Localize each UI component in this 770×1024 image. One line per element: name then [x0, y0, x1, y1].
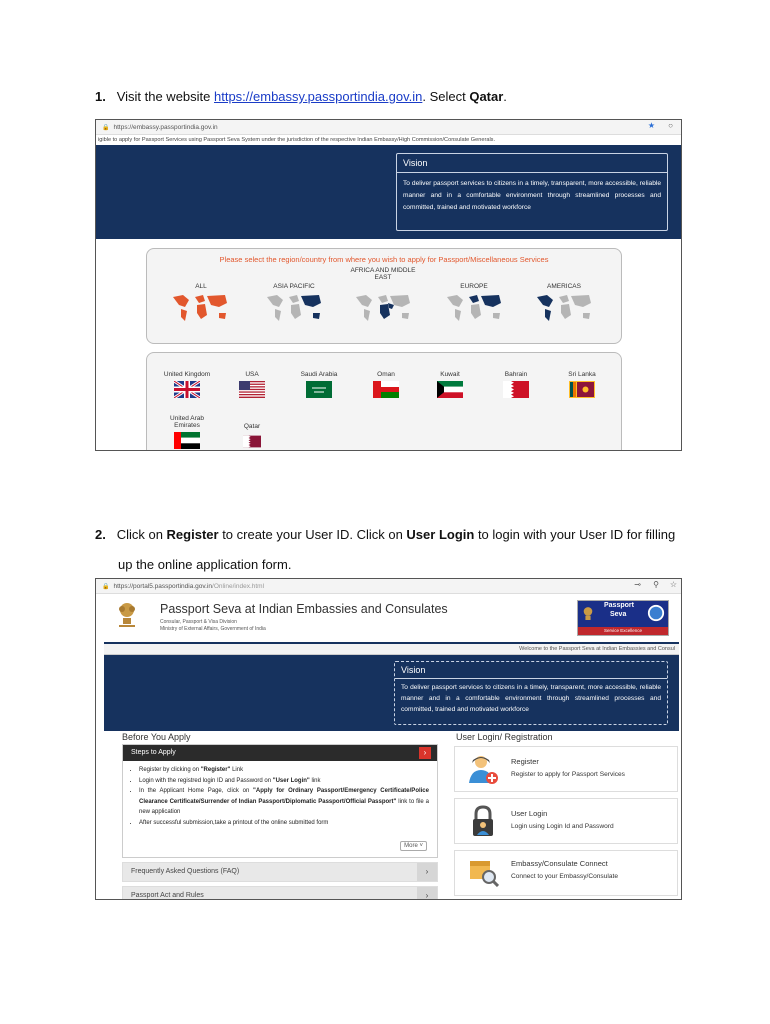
country-saudi-arabia[interactable] [287, 371, 351, 400]
passport-act-accordion[interactable] [122, 886, 438, 900]
step-text: to login with your User ID for filling [474, 527, 676, 542]
steps-header[interactable] [123, 745, 437, 761]
circle-icon[interactable]: ○ [668, 121, 673, 130]
world-map-icon [169, 291, 231, 325]
region-all[interactable] [169, 275, 233, 290]
sri-lanka-flag-icon [569, 381, 595, 398]
step-emphasis: User Login [406, 527, 475, 542]
card-title: Register [511, 757, 539, 766]
region-selector [146, 248, 622, 344]
country-selector [146, 352, 622, 451]
site-title: Passport Seva at Indian Embassies and Consulates [160, 602, 448, 616]
vision-title: Vision [395, 662, 667, 679]
card-title: User Login [511, 809, 548, 818]
card-desc: Login using Login Id and Password [511, 823, 614, 830]
country-label: Kuwait [440, 371, 460, 378]
embassy-connect-card[interactable] [454, 850, 678, 896]
user-login-heading: User Login/ Registration [456, 732, 553, 742]
accordion-label: Frequently Asked Questions (FAQ) [131, 868, 240, 875]
list-item: • Login with the registred login ID and Password on "User Login" link [139, 776, 437, 787]
country-bahrain[interactable] [491, 371, 541, 400]
saudi-arabia-flag-icon [306, 381, 332, 398]
key-icon[interactable]: ⊸ [634, 580, 641, 589]
country-label: Oman [377, 371, 395, 378]
step-text: . Select [422, 89, 470, 104]
step-emphasis: Qatar [469, 89, 504, 104]
step-text: Visit the website [116, 89, 214, 104]
vision-banner [104, 655, 679, 731]
vision-box [396, 153, 668, 231]
region-label: ALL [195, 283, 207, 290]
region-label: AMERICAS [547, 283, 581, 290]
globe-icon [647, 604, 665, 622]
country-label: Qatar [243, 423, 261, 430]
accordion-label: Passport Act and Rules [131, 892, 204, 899]
world-map-icon [263, 291, 325, 325]
screenshot-portal-home [95, 578, 682, 900]
region-prompt: Please select the region/country from where you wish to apply for Passport/Miscellaneous Services [219, 255, 549, 264]
oman-flag-icon [373, 381, 399, 398]
portal-page [104, 594, 679, 900]
region-americas[interactable] [529, 275, 599, 290]
star-icon[interactable]: ★ [647, 121, 655, 130]
country-label: Saudi Arabia [300, 371, 338, 378]
country-label: United Arab [170, 415, 204, 422]
step-1-instruction [95, 85, 507, 109]
user-add-icon [467, 753, 499, 785]
step-text: Click on [116, 527, 167, 542]
step-number: 1. [95, 89, 106, 104]
url-path: /Online/index.html [212, 582, 265, 590]
welcome-ticker: Welcome to the Passport Seva at Indian Embassies and Consul [104, 644, 679, 655]
chevron-right-icon[interactable]: › [417, 863, 437, 881]
vision-banner [96, 145, 681, 239]
bahrain-flag-icon [503, 381, 529, 398]
vision-text: To deliver passport services to citizens in a timely, transparent, more accessible, reliable manner and in a comfortable environment through streamlined processes and committed, trained and motivated workforce [401, 684, 661, 713]
country-label: Bahrain [504, 371, 528, 378]
user-login-card[interactable] [454, 798, 678, 844]
embassy-link[interactable]: https://embassy.passportindia.gov.in [214, 89, 423, 104]
site-subtitle: Consular, Passport & Visa Division [160, 619, 237, 625]
step-text: to create your User ID. Click on [218, 527, 407, 542]
lock-icon: 🔒 [102, 124, 110, 131]
kuwait-flag-icon [437, 381, 463, 398]
chevron-down-icon: ˅ [419, 843, 423, 849]
country-label: USA [245, 371, 259, 378]
country-label: Emirates [174, 422, 200, 429]
region-label: ASIA PACIFIC [273, 283, 315, 290]
country-sri-lanka[interactable] [555, 371, 609, 400]
lock-icon: 🔒 [102, 583, 110, 590]
url-host: https://portal5.passportindia.gov.in [113, 582, 213, 590]
box-search-icon [467, 855, 499, 887]
region-asia-pacific[interactable] [259, 275, 329, 290]
country-oman[interactable] [361, 371, 411, 400]
url-text: https://embassy.passportindia.gov.in [113, 123, 218, 131]
uae-flag-icon [174, 432, 200, 449]
country-label: United Kingdom [163, 371, 211, 378]
world-map-icon [533, 291, 595, 325]
country-kuwait[interactable] [425, 371, 475, 400]
logo-text: Passport [604, 602, 634, 609]
step-text: . [503, 89, 507, 104]
card-title: Embassy/Consulate Connect [511, 859, 608, 868]
uk-flag-icon [174, 381, 200, 398]
browser-url-bar[interactable] [96, 579, 681, 594]
vision-text: To deliver passport services to citizens in a timely, transparent, more accessible, reliable manner and in a comfortable environment through streamlined processes and committed, trained and motivated workforce [403, 180, 661, 211]
country-label: Sri Lanka [568, 371, 596, 378]
star-icon[interactable]: ☆ [669, 580, 677, 589]
emblem-icon [116, 600, 138, 632]
world-map-icon [352, 291, 414, 325]
more-button[interactable]: More ˅ [400, 841, 427, 851]
chevron-right-icon[interactable]: › [419, 747, 431, 759]
logo-text: Seva [610, 611, 627, 618]
world-map-icon [443, 291, 505, 325]
country-united-kingdom[interactable] [157, 371, 217, 400]
site-subtitle: Ministry of External Affairs, Government of India [160, 626, 266, 632]
card-desc: Connect to your Embassy/Consulate [511, 873, 619, 880]
steps-to-apply-panel [122, 744, 438, 858]
list-item: • After successful submission,take a printout of the online submitted form [139, 818, 437, 829]
step-emphasis: Register [166, 527, 219, 542]
faq-accordion[interactable] [122, 862, 438, 882]
screenshot-embassy-site [95, 119, 682, 451]
lock-user-icon [467, 805, 499, 837]
eligibility-notice: igible to apply for Passport Services using Passport Seva System under the jurisdiction of the respective Indian Embassy/High Commission/Consulate Generals. [96, 135, 681, 145]
vision-box [394, 661, 668, 725]
browser-url-bar[interactable] [96, 120, 681, 135]
list-item: • Register by clicking on "Register" Link [139, 765, 437, 776]
emblem-icon [582, 605, 594, 623]
steps-title: Steps to Apply [131, 749, 176, 756]
vision-title: Vision [397, 154, 667, 173]
chevron-right-icon[interactable]: › [417, 887, 437, 900]
region-label: AFRICA AND MIDDLE [350, 267, 416, 274]
step-number: 2. [95, 527, 106, 542]
country-qatar[interactable] [227, 423, 277, 451]
site-header [104, 594, 679, 644]
country-usa[interactable] [227, 371, 277, 400]
register-card[interactable] [454, 746, 678, 792]
step-text: up the online application form. [118, 557, 292, 572]
usa-flag-icon [239, 381, 265, 398]
zoom-icon[interactable]: ⚲ [653, 580, 659, 589]
qatar-flag-icon [243, 433, 261, 450]
card-desc: Register to apply for Passport Services [511, 771, 625, 778]
region-africa-middle-east[interactable] [343, 267, 423, 281]
logo-tagline: Service Excellence [578, 627, 668, 635]
list-item: • In the Applicant Home Page, click on "Apply for Ordinary Passport/Emergency Certificate/Police Clearance Certificate/Surrender of Indian Passport/Diplomatic Passport/Official Passport" link to file a new application [139, 786, 437, 818]
country-uae[interactable] [157, 415, 217, 451]
region-label: EAST [374, 274, 392, 281]
steps-list [139, 765, 437, 828]
region-europe[interactable] [439, 275, 509, 290]
step-2-instruction [95, 523, 685, 577]
region-label: EUROPE [460, 283, 488, 290]
before-you-apply-heading: Before You Apply [122, 732, 191, 742]
passport-seva-logo[interactable] [577, 600, 669, 636]
